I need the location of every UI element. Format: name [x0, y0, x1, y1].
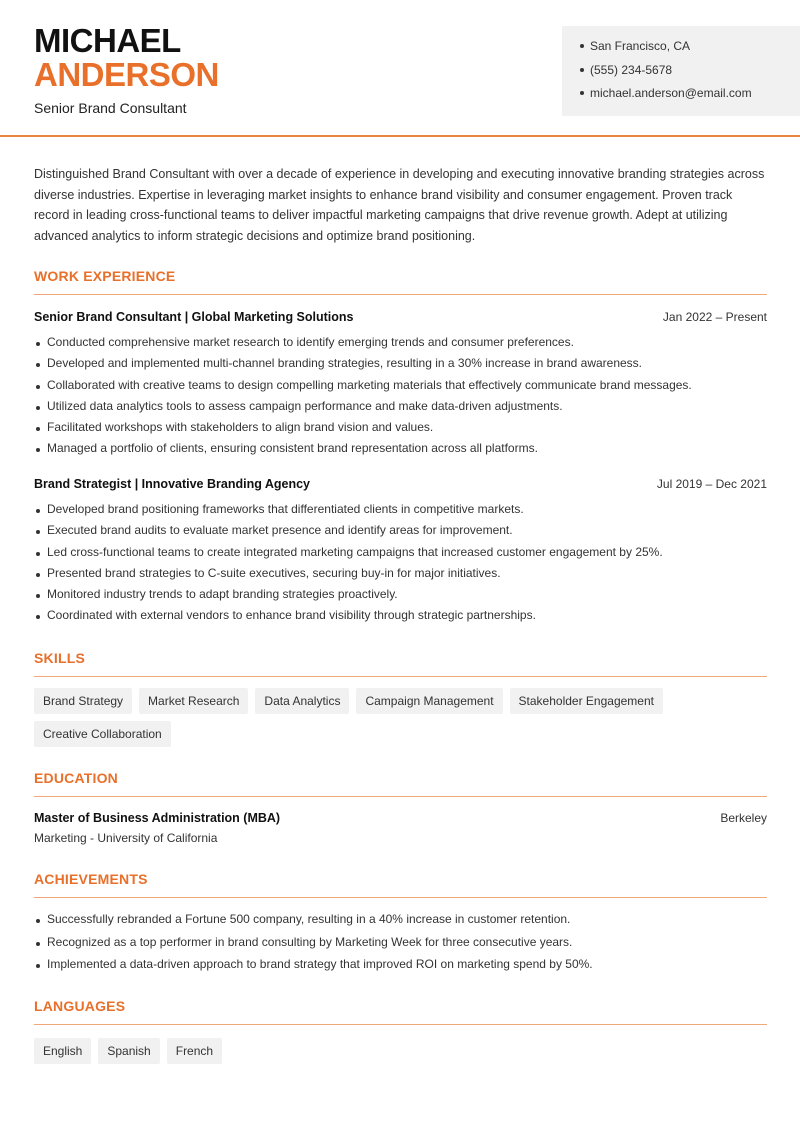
list-item: Utilized data analytics tools to assess campaign performance and make data-driven adjustments.: [34, 399, 767, 420]
skill-chip: Market Research: [139, 688, 248, 714]
contact-location: San Francisco, CA: [580, 38, 800, 62]
list-item: Coordinated with external vendors to enhance brand visibility through strategic partnerships.: [34, 608, 767, 629]
list-item: Monitored industry trends to adapt branding strategies proactively.: [34, 587, 767, 608]
first-name: MICHAEL: [34, 22, 181, 59]
job-role: Senior Brand Consultant | Global Marketing Solutions: [34, 310, 354, 324]
skills-list: [34, 688, 674, 747]
list-item: Developed and implemented multi-channel branding strategies, resulting in a 30% increase in brand awareness.: [34, 356, 767, 377]
skill-chip: Creative Collaboration: [34, 721, 171, 747]
languages-list: [34, 1038, 734, 1064]
section-title-skills: SKILLS: [34, 650, 85, 666]
section-divider: [34, 1024, 767, 1025]
education-header: [34, 811, 767, 825]
job-bullets: [34, 502, 767, 630]
section-title-education: EDUCATION: [34, 770, 118, 786]
list-item: Presented brand strategies to C-suite executives, securing buy-in for major initiatives.: [34, 566, 767, 587]
education-location: Berkeley: [720, 811, 767, 825]
list-item: Executed brand audits to evaluate market presence and identify areas for improvement.: [34, 523, 767, 544]
job-dates: Jan 2022 – Present: [662, 310, 767, 324]
contact-box: [562, 26, 800, 116]
language-chip: English: [34, 1038, 91, 1064]
list-item: Developed brand positioning frameworks that differentiated clients in competitive markets.: [34, 502, 767, 523]
skill-chip: Stakeholder Engagement: [510, 688, 663, 714]
list-item: Recognized as a top performer in brand consulting by Marketing Week for three consecutive years.: [34, 935, 767, 958]
job-header: [34, 310, 767, 324]
list-item: Conducted comprehensive market research to identify emerging trends and consumer preferences.: [34, 335, 767, 356]
last-name: ANDERSON: [34, 56, 219, 93]
professional-summary: Distinguished Brand Consultant with over a decade of experience in developing and executing innovative branding strategies across diverse industries. Expertise in leveraging market insights to enhance brand visibility and consumer engagement. Proven track record in leading cross-functional teams to deliver impactful marketing campaigns that drive revenue growth. Adept at utilizing advanced analytics to inform strategic decisions and optimize brand positioning.: [34, 167, 765, 243]
job-role: Brand Strategist | Innovative Branding Agency: [34, 477, 311, 491]
job-title: Senior Brand Consultant: [34, 100, 187, 116]
job-bullets: [34, 335, 767, 463]
resume-header: [0, 0, 800, 137]
section-divider: [34, 294, 767, 295]
section-title-languages: LANGUAGES: [34, 998, 126, 1014]
section-title-achievements: ACHIEVEMENTS: [34, 871, 148, 887]
contact-email[interactable]: michael.anderson@email.com: [580, 85, 800, 109]
degree-name: Master of Business Administration (MBA): [34, 811, 281, 825]
list-item: Led cross-functional teams to create integrated marketing campaigns that increased customer engagement by 25%.: [34, 545, 767, 566]
section-divider: [34, 676, 767, 677]
education-detail: Marketing - University of California: [34, 831, 218, 845]
achievements-list: [34, 912, 767, 980]
job-dates: Jul 2019 – Dec 2021: [656, 477, 767, 491]
list-item: Implemented a data-driven approach to brand strategy that improved ROI on marketing spend by 50%.: [34, 957, 767, 980]
section-divider: [34, 796, 767, 797]
language-chip: French: [167, 1038, 222, 1064]
contact-phone: (555) 234-5678: [580, 62, 800, 86]
job-header: [34, 477, 767, 491]
skill-chip: Brand Strategy: [34, 688, 132, 714]
list-item: Collaborated with creative teams to design compelling marketing materials that effectively communicate brand messages.: [34, 378, 767, 399]
list-item: Successfully rebranded a Fortune 500 company, resulting in a 40% increase in customer retention.: [34, 912, 767, 935]
list-item: Facilitated workshops with stakeholders to align brand vision and values.: [34, 420, 767, 441]
skill-chip: Data Analytics: [255, 688, 349, 714]
section-title-work: WORK EXPERIENCE: [34, 268, 176, 284]
skill-chip: Campaign Management: [356, 688, 502, 714]
section-divider: [34, 897, 767, 898]
language-chip: Spanish: [98, 1038, 159, 1064]
list-item: Managed a portfolio of clients, ensuring consistent brand representation across all platforms.: [34, 441, 767, 462]
